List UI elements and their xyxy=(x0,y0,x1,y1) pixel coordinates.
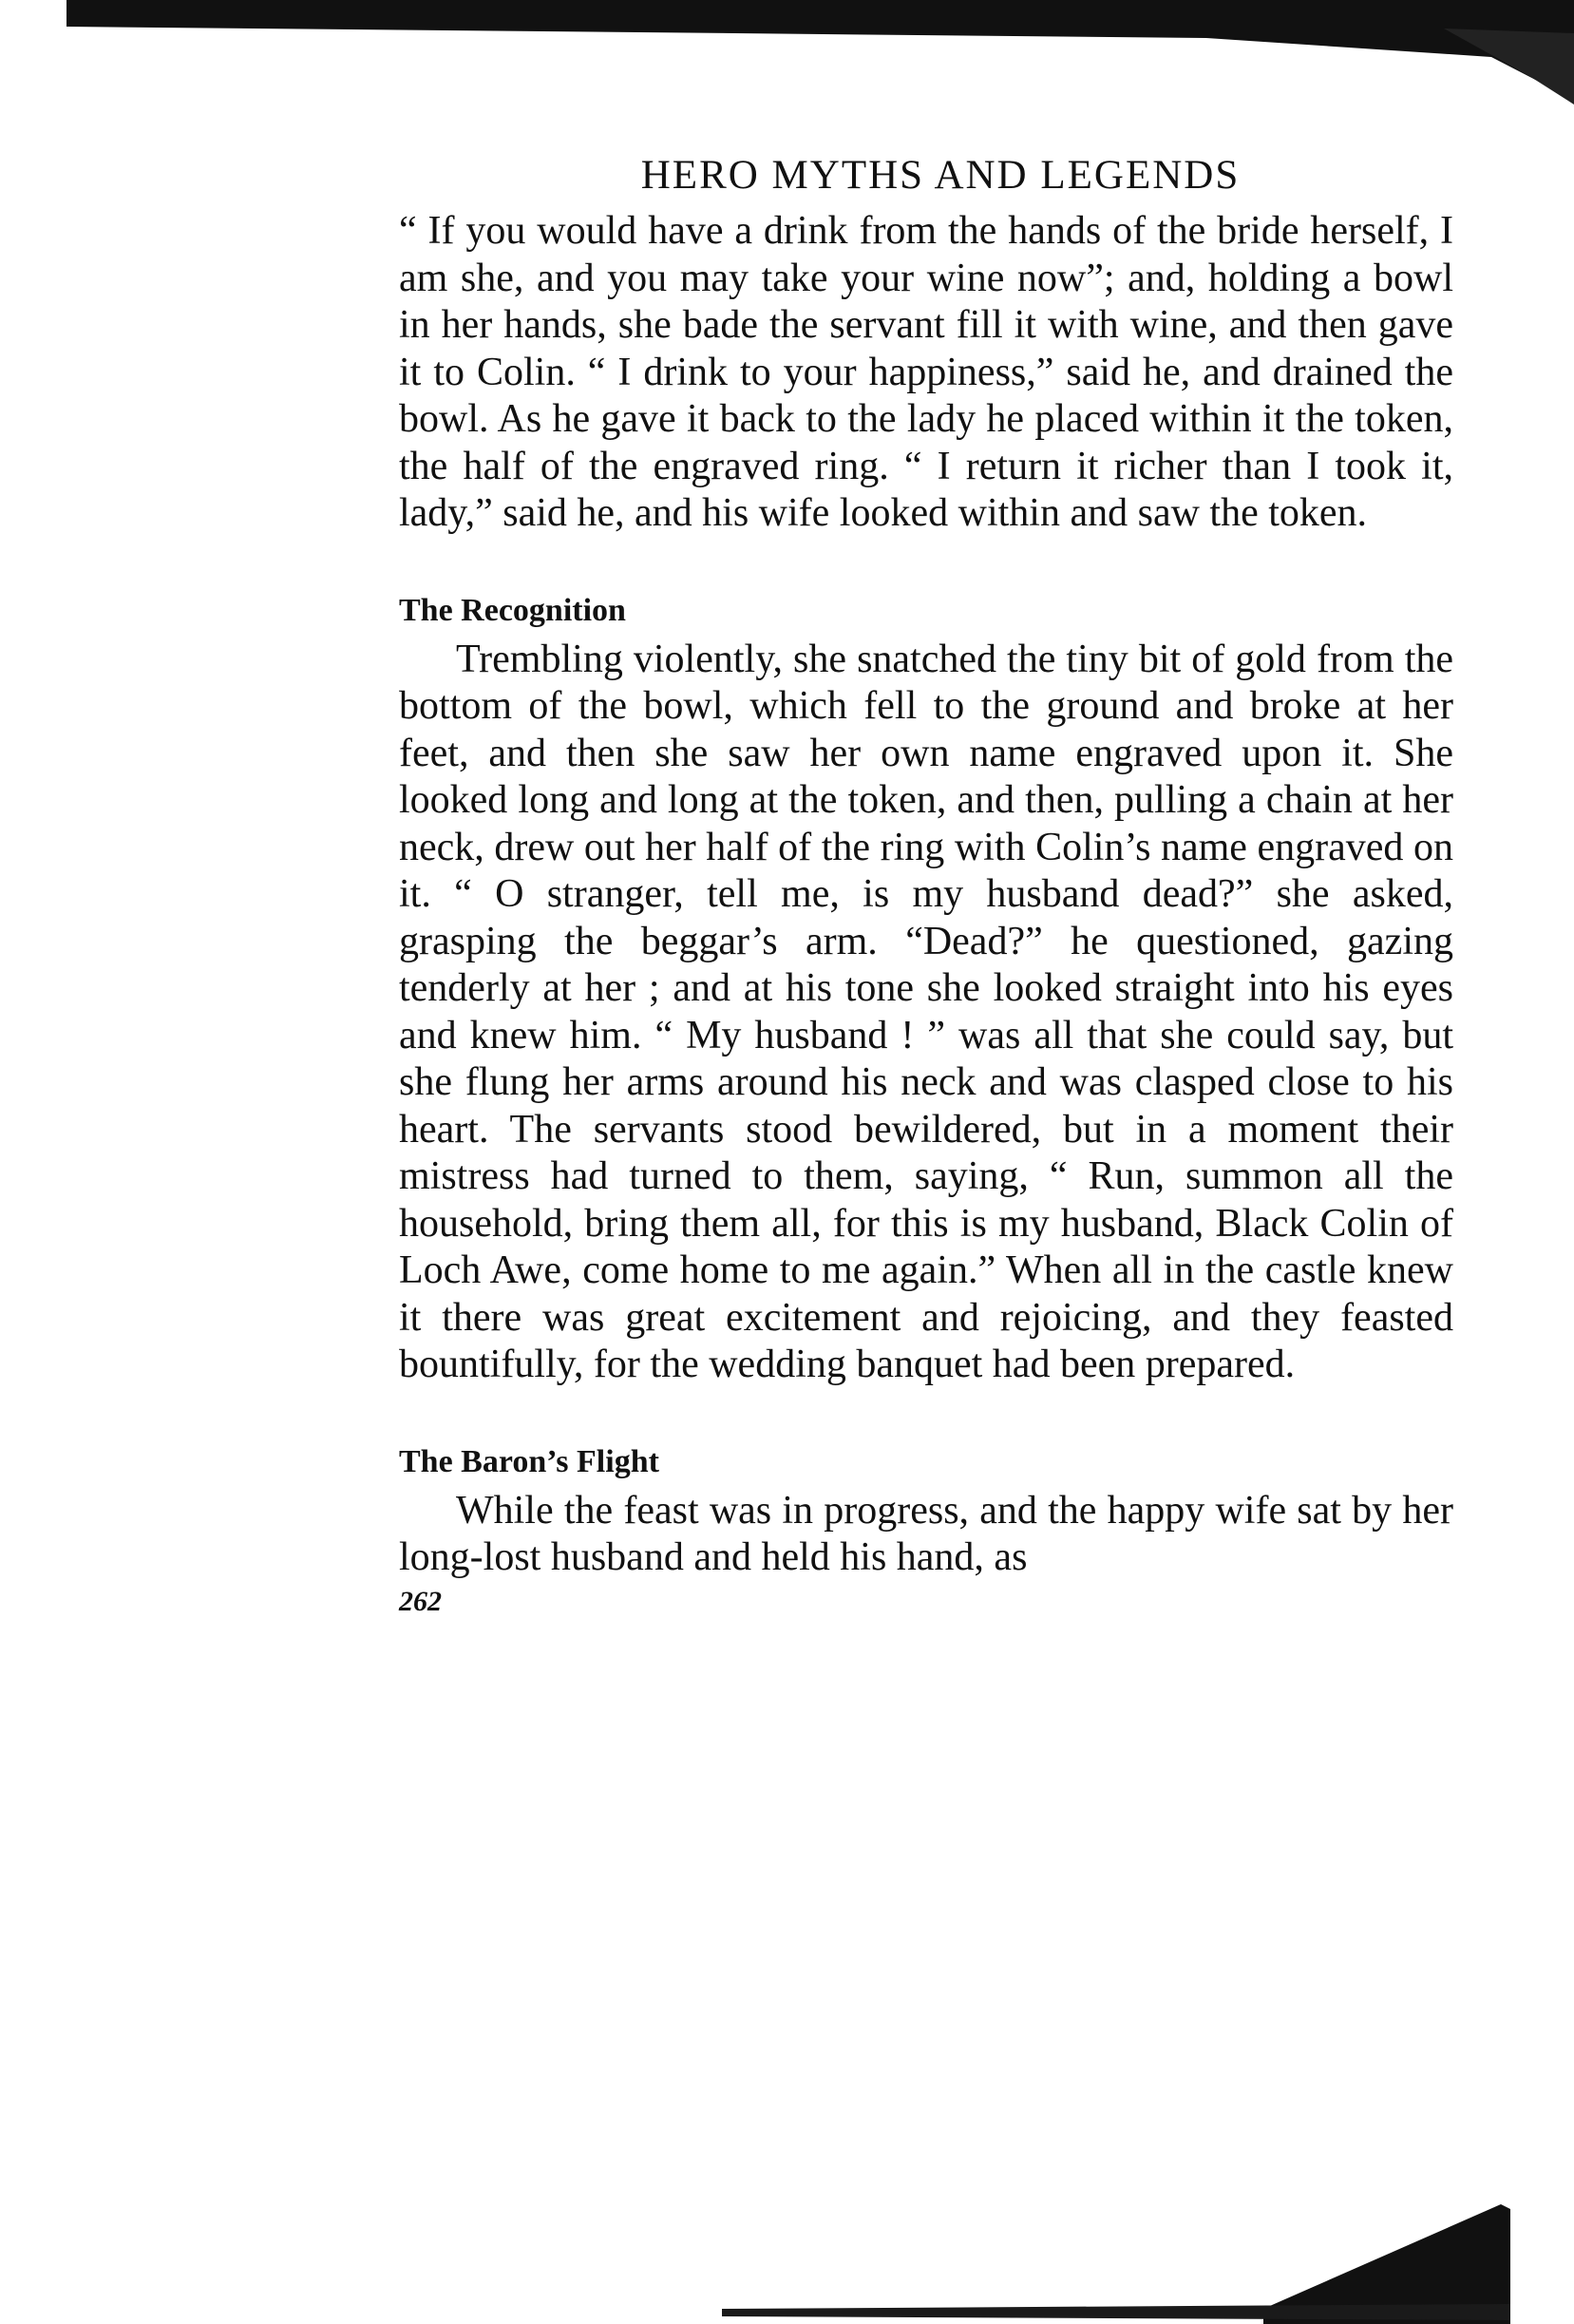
page-number: 262 xyxy=(399,1585,442,1617)
section-heading-barons-flight: The Baron’s Flight xyxy=(399,1443,659,1479)
section-paragraph-barons-flight: While the feast was in progress, and the happy wife sat by her long-lost husband and held his hand, as xyxy=(399,1488,1453,1579)
book-page xyxy=(399,152,1453,1618)
opening-paragraph: “ If you would have a drink from the hands of the bride herself, I am she, and you may take your wine now”; and, holding a bowl in her hands, she bade the servant fill it with wine, and then gave it to Colin. “ I drink to your happiness,” said he, and drained the bowl. As he gave it back to the lady he placed within it the token, the half of the engraved ring. “ I return it richer than I took it, lady,” said he, and his wife looked within and saw the token. xyxy=(399,209,1453,535)
section-heading-recognition: The Recognition xyxy=(399,592,626,628)
scan-bottom-edge-shadow xyxy=(0,2166,1574,2324)
scan-top-edge-shadow xyxy=(66,0,1574,105)
running-head: HERO MYTHS AND LEGENDS xyxy=(640,153,1241,198)
section-paragraph-recognition: Trembling violently, she snatched the tiny bit of gold from the bottom of the bowl, which fell to the ground and broke at her feet, and then she saw her own name engraved upon it. She looked long and long at the token, and then, pulling a chain at her neck, drew out her half of the ring with Colin’s name engraved on it. “ O stranger, tell me, is my husband dead?” she asked, grasping the beggar’s arm. “Dead?” he questioned, gazing tenderly at her ; and at his tone she looked straight into his eyes and knew him. “ My husband ! ” was all that she could say, but she flung her arms around his neck and was clasped close to his heart. The servants stood bewildered, but in a moment their mistress had turned to them, saying, “ Run, summon all the household, bring them all, for this is my husband, Black Colin of Loch Awe, come home to me again.” When all in the castle knew it there was great excitement and rejoicing, and they feasted bountifully, for the wedding banquet had been prepared. xyxy=(399,637,1453,1386)
